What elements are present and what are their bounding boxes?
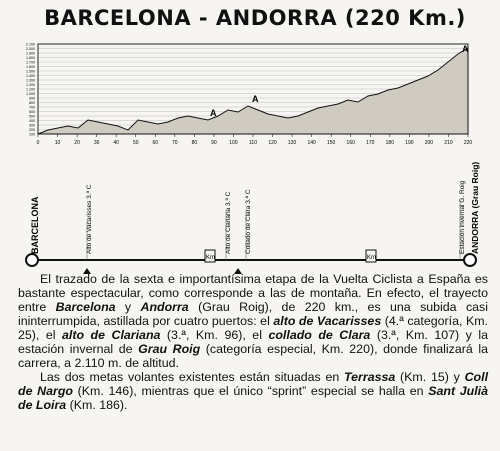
y-tick-label: 900 [29,96,35,101]
start-icon [26,254,38,266]
x-tick-label: 0 [36,140,40,146]
y-tick-label: 2.000 [26,47,35,51]
x-tick-label: 200 [424,140,434,146]
y-tick-label: 400 [29,119,35,123]
profile-marker: A [462,44,469,54]
article-text: El trazado de la sexta e importantísima etapa de la Vuelta Ciclista a España es bastante espectacular, como corresponde a las de montaña. En efecto, el trayecto entre [18,272,488,314]
x-tick-label: 180 [385,140,394,146]
article-text: (Km. 15) y [395,370,465,384]
x-tick-label: 150 [327,140,336,146]
route-strip [8,150,478,290]
y-tick-label: 200 [29,128,35,132]
x-tick-label: 50 [132,140,139,146]
y-tick-label: 100 [29,132,35,137]
x-tick-label: 40 [113,140,119,146]
y-tick-label: 1.200 [26,83,35,87]
x-tick-label: 60 [152,140,159,146]
article-text: (Grau Roig), de 220 km., es una subida casi ininterrumpida, astillada por cuatro puertos: el [18,300,488,328]
elevation-profile [8,40,478,148]
x-tick-label: 220 [463,140,473,146]
y-tick-label: 500 [29,114,35,119]
article-text: (3.ª, Km. 107) y la estación invernal de [18,328,488,356]
article-emphasis: Grau Roig [138,342,201,356]
y-tick-label: 2.100 [26,42,35,47]
y-tick-label: 300 [29,123,35,128]
y-tick-label: 800 [29,101,35,105]
profile-marker: A [252,94,259,104]
article-emphasis: Barcelona [55,300,116,314]
profile-marker: A [210,108,217,118]
article-emphasis: alto de Vacarisses [273,314,382,328]
x-tick-label: 140 [307,140,316,146]
x-tick-label: 160 [346,140,355,146]
article-emphasis: Andorra [140,300,189,314]
article-paragraph [18,272,488,370]
route-point-label: Estación invernal G. Roig [459,180,466,254]
y-tick-label: 1.600 [26,65,35,69]
route-point-label: Collado de Clara 3.ª C [245,189,252,254]
y-tick-label: 1.300 [26,78,35,83]
x-tick-label: 80 [191,140,198,146]
x-tick-label: 100 [229,140,238,146]
x-tick-label: 110 [249,140,257,146]
route-point-label: Alto de Clariana 3.ª C [225,191,232,254]
article-body [18,272,488,412]
km-mark-label: Km [206,255,215,261]
route-end-label: ANDORRA (Grau Roig) [470,161,480,254]
y-tick-label: 1.700 [26,60,35,65]
x-tick-label: 190 [405,140,414,146]
x-tick-label: 210 [444,140,453,146]
article-text: (categoría especial, Km. 220), donde finalizará la carrera, a 2.110 m. de altitud. [18,342,489,370]
article-text: Las dos metas volantes existentes están situadas en [40,370,345,384]
article-emphasis: Coll de Nargo [18,370,489,398]
x-tick-label: 70 [172,140,178,146]
x-tick-label: 20 [74,140,80,146]
km-mark-label: Km [367,255,376,261]
y-tick-label: 1.400 [26,74,35,78]
y-tick-label: 600 [29,110,35,114]
article-paragraph [18,370,488,412]
end-icon [464,254,476,266]
x-tick-label: 30 [93,140,100,146]
x-axis [37,134,473,146]
article-text: (4.ª categoría, Km. 25), el [18,314,488,342]
x-tick-label: 120 [268,140,277,146]
article-emphasis: Terrassa [344,370,396,384]
route-point-label: Alto de Vacarisses 3.ª C [86,184,93,254]
y-tick-label: 1.100 [26,87,35,92]
x-tick-label: 130 [287,140,297,146]
y-tick-label: 1.900 [26,51,35,56]
y-tick-label: 700 [29,105,35,110]
article-text: (Km. 146), mientras que el único “sprint” especial se halla en [72,384,429,398]
article-text: (Km. 186). [66,398,128,412]
x-tick-label: 10 [54,140,61,146]
article-text: y [115,300,141,314]
profile-area [38,48,468,134]
article-emphasis: Sant Julià de Loira [18,384,489,412]
x-tick-label: 90 [211,140,217,146]
x-tick-label: 170 [366,140,375,146]
y-tick-label: 1.800 [26,56,35,60]
y-tick-label: 1.000 [26,92,35,96]
article-text: (3.ª, Km. 96), el [160,328,269,342]
route-start-label: BARCELONA [30,196,40,254]
article-emphasis: collado de Clara [268,328,371,342]
page-title: BARCELONA - ANDORRA (220 Km.) [44,6,466,30]
y-tick-label: 1.500 [26,69,35,74]
article-emphasis: alto de Clariana [62,328,161,342]
